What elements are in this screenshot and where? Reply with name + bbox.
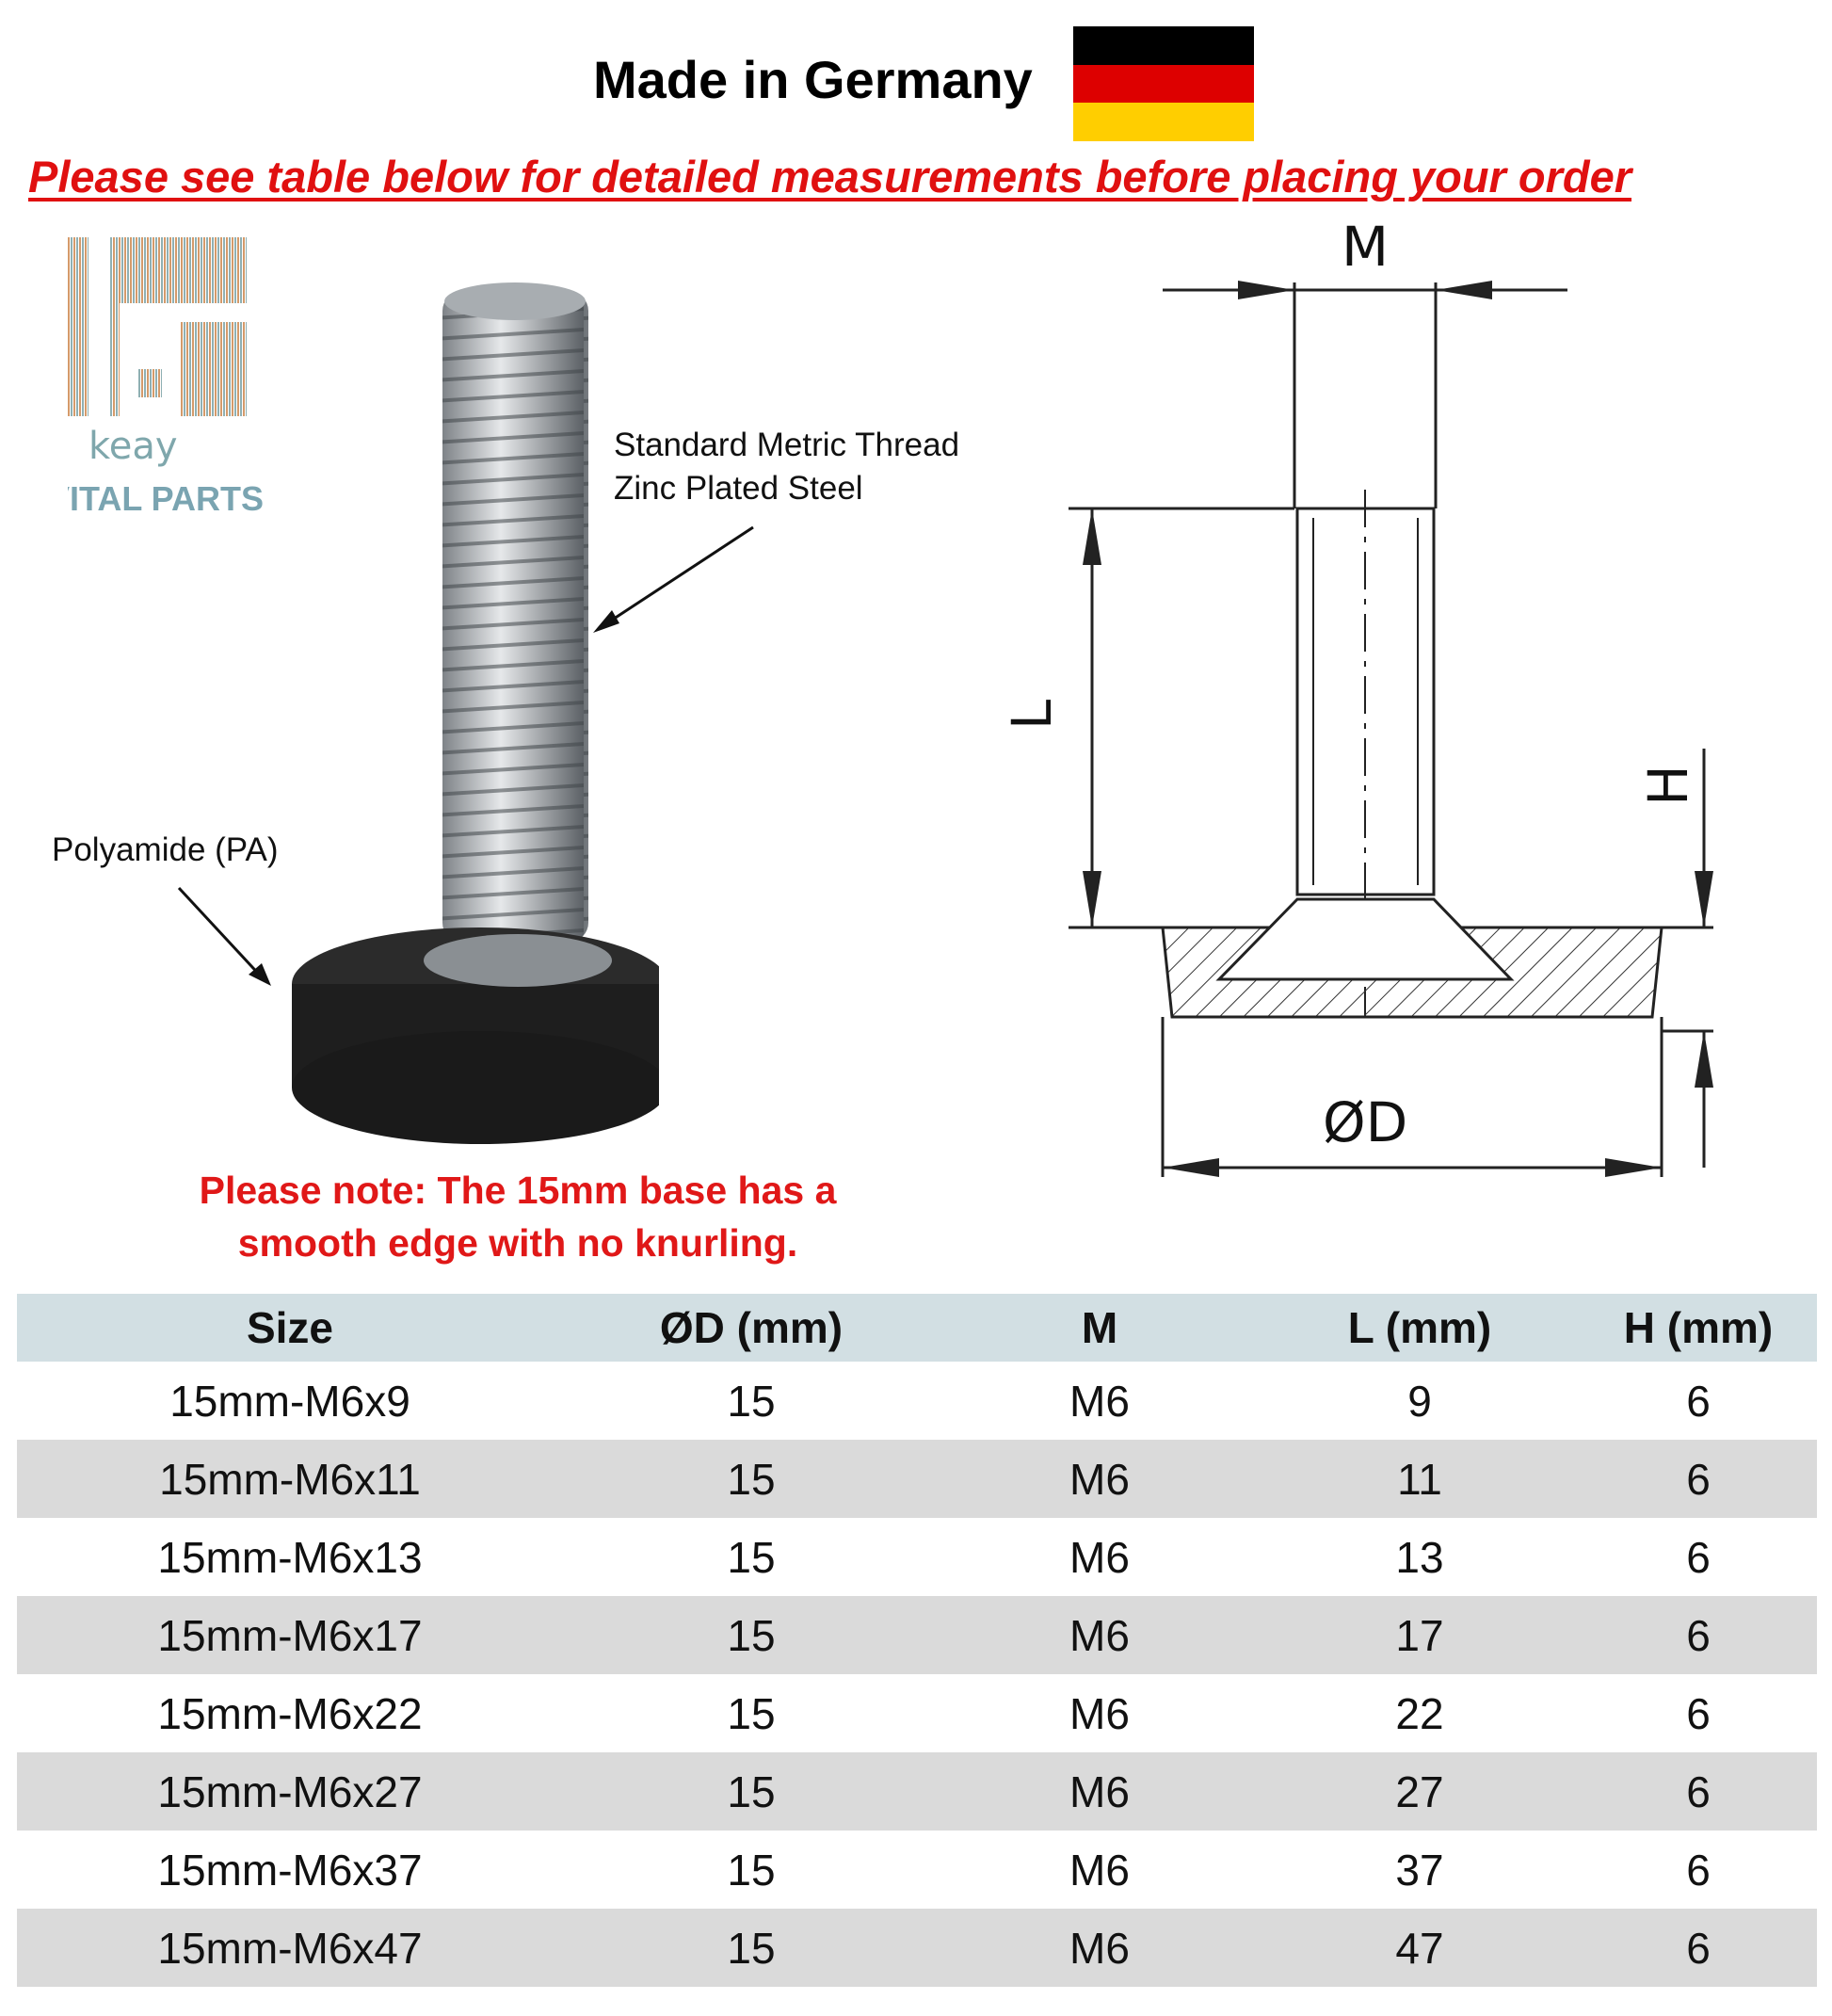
table-row: 15mm-M6x27 15 M6 27 6 — [17, 1752, 1817, 1831]
dim-label-l: L — [1000, 699, 1065, 731]
table-row: 15mm-M6x9 15 M6 9 6 — [169, 1376, 1711, 1426]
table-row: 15mm-M6x13 15 M6 13 6 — [157, 1532, 1711, 1582]
german-flag-icon — [1073, 26, 1254, 141]
callout-base: Polyamide (PA) — [52, 831, 279, 868]
order-notice: Please see table below for detailed measurements before placing your order — [28, 152, 1632, 202]
table-row: 15mm-M6x22 15 M6 22 6 — [157, 1688, 1711, 1738]
arrow-icon — [584, 518, 772, 640]
brand-name: keay — [88, 425, 178, 468]
col-header-l: L (mm) — [1260, 1294, 1580, 1362]
col-header-m: M — [940, 1294, 1260, 1362]
table-row: 15mm-M6x11 15 M6 11 6 — [17, 1440, 1817, 1518]
table-row: 15mm-M6x17 15 M6 17 6 — [17, 1596, 1817, 1674]
dim-label-h: H — [1635, 765, 1700, 806]
arrow-icon — [169, 880, 282, 993]
col-header-h: H (mm) — [1580, 1294, 1817, 1362]
product-photo — [282, 282, 659, 1158]
table-row: 15mm-M6x47 15 M6 47 6 — [17, 1909, 1817, 1987]
callout-thread: Standard Metric Thread Zinc Plated Steel — [614, 427, 960, 507]
page-title: Made in Germany — [593, 50, 1033, 109]
spec-table — [17, 1294, 1817, 1987]
svg-text:VITAL PARTS: VITAL PARTS — [68, 479, 265, 518]
brand-logo — [68, 237, 265, 520]
col-header-diameter: ØD (mm) — [563, 1294, 940, 1362]
base-note: Please note: The 15mm base has a smooth edge with no knurling. — [199, 1169, 837, 1265]
col-header-size: Size — [17, 1294, 563, 1362]
dim-label-m: M — [1342, 215, 1390, 279]
table-row: 15mm-M6x37 15 M6 37 6 — [157, 1845, 1711, 1895]
technical-drawing — [998, 207, 1808, 1186]
dim-label-d: ØD — [1323, 1090, 1408, 1154]
table-header-row — [17, 1294, 1817, 1362]
